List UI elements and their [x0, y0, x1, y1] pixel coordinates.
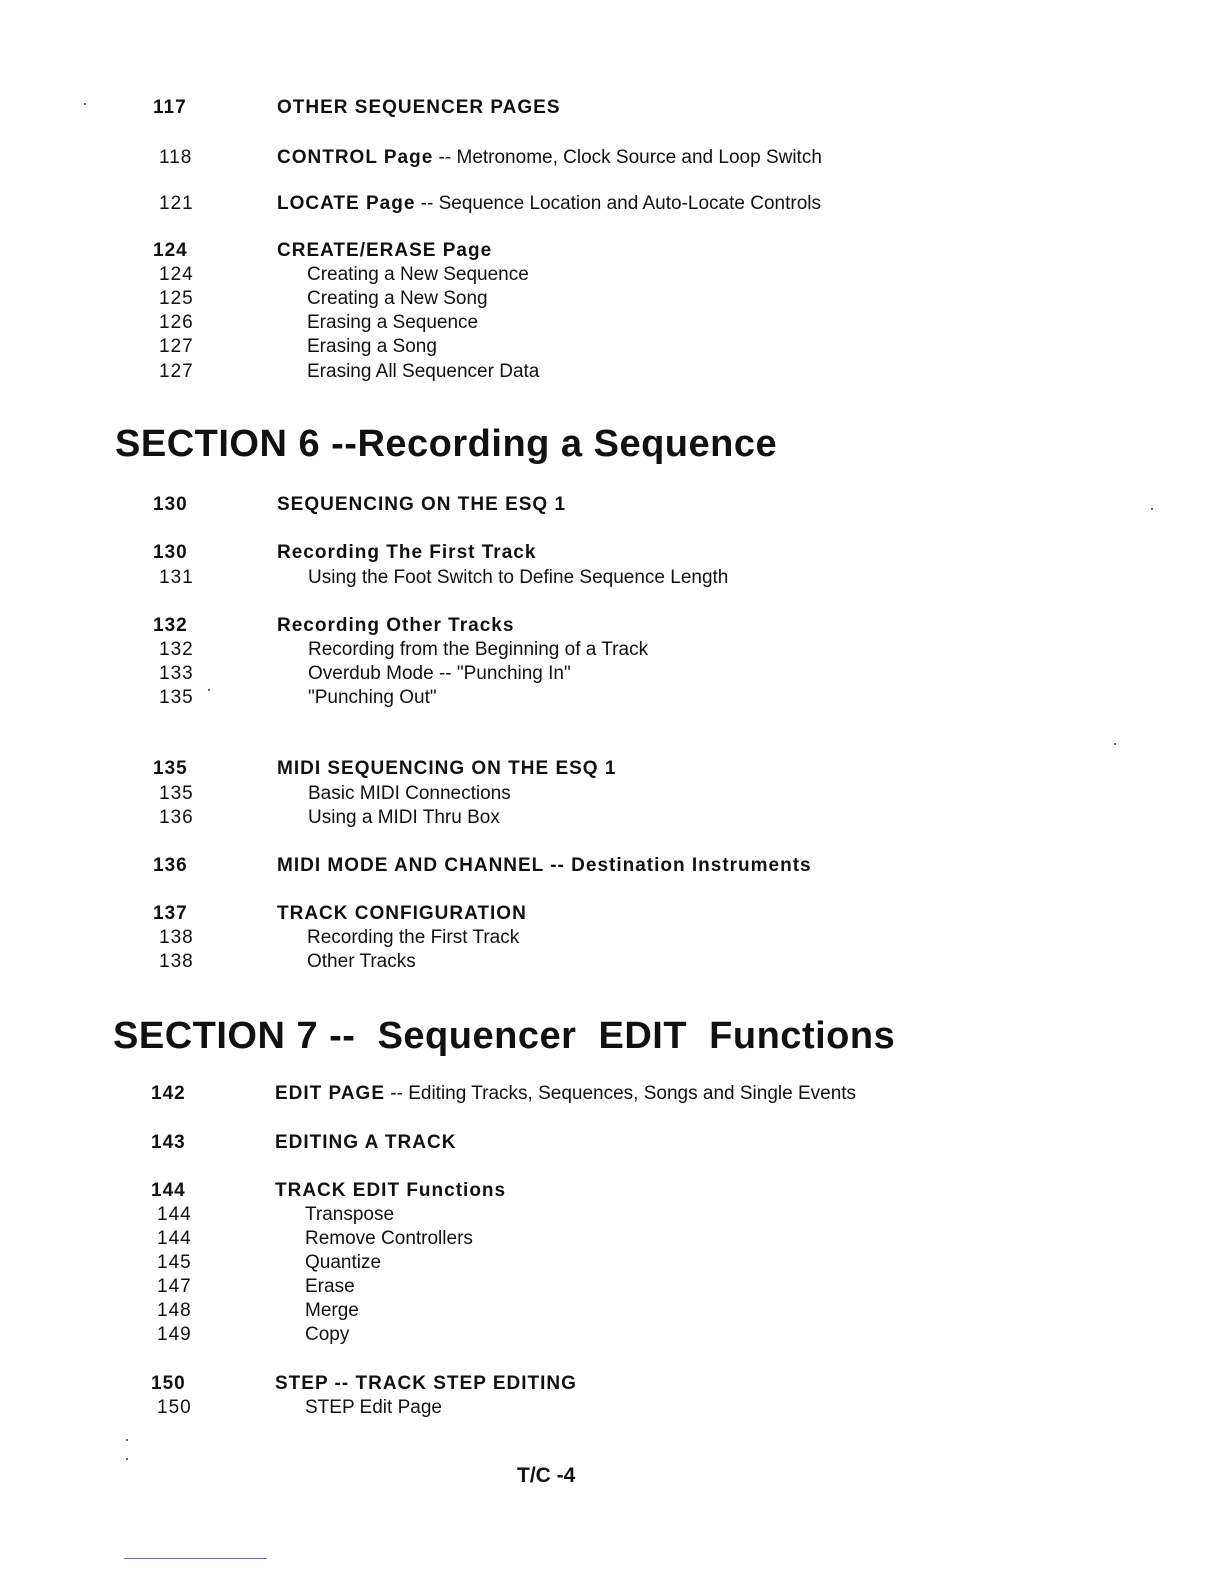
scan-speck: [1151, 508, 1153, 510]
toc-entry: [0, 96, 1224, 120]
entry-heading: MIDI MODE AND CHANNEL -- Destination Instruments: [277, 855, 812, 876]
toc-subentry: [0, 686, 1224, 710]
entry-heading: EDITING A TRACK: [275, 1132, 457, 1153]
entry-text: Creating a New Sequence: [307, 264, 529, 285]
scan-speck: [208, 689, 210, 691]
page-number: 131: [159, 567, 194, 588]
toc-entry: [0, 493, 1224, 517]
bottom-rule: [124, 1558, 267, 1559]
page-number: 117: [153, 97, 187, 118]
entry-text: Erasing a Sequence: [307, 312, 479, 333]
page-number: 127: [159, 361, 194, 382]
toc-entry: [0, 902, 1224, 926]
toc-entry: [0, 541, 1224, 565]
toc-subentry: [0, 263, 1224, 287]
entry-text: Using a MIDI Thru Box: [308, 807, 500, 828]
page-number: 132: [159, 639, 194, 660]
toc-subentry: [0, 1251, 1224, 1275]
entry-text: Recording the First Track: [307, 927, 520, 948]
entry-heading: CREATE/ERASE Page: [277, 240, 493, 261]
entry-text: Erasing All Sequencer Data: [307, 361, 540, 382]
section-heading: SECTION 7 -- Sequencer EDIT Functions: [113, 1015, 896, 1057]
toc-entry: [0, 146, 1224, 170]
entry-heading: OTHER SEQUENCER PAGES: [277, 97, 561, 118]
entry-heading: Recording The First Track: [277, 542, 537, 563]
toc-entry: [0, 1131, 1224, 1155]
entry-text: Using the Foot Switch to Define Sequence Length: [308, 567, 729, 588]
page-number: 144: [151, 1180, 186, 1201]
page-number: 133: [159, 663, 194, 684]
toc-subentry: [0, 1203, 1224, 1227]
entry-text: Other Tracks: [307, 951, 416, 972]
toc-subentry: [0, 1275, 1224, 1299]
page-number: 145: [157, 1252, 192, 1273]
entry-text: "Punching Out": [308, 687, 437, 708]
page-number: 135: [153, 758, 188, 779]
toc-subentry: [0, 950, 1224, 974]
page-number: 126: [159, 312, 194, 333]
entry-text: Recording from the Beginning of a Track: [308, 639, 649, 660]
entry-text: STEP Edit Page: [305, 1397, 442, 1418]
entry-text: Overdub Mode -- "Punching In": [308, 663, 571, 684]
page-number: 138: [159, 951, 194, 972]
toc-subentry: [0, 360, 1224, 384]
page-number: 127: [159, 336, 194, 357]
toc-subentry: [0, 1227, 1224, 1251]
toc-subentry: [0, 806, 1224, 830]
page-number: 136: [159, 807, 194, 828]
scan-speck: [126, 1439, 128, 1441]
toc-subentry: [0, 1323, 1224, 1347]
section-heading: SECTION 6 --Recording a Sequence: [115, 423, 778, 465]
entry-heading: SEQUENCING ON THE ESQ 1: [277, 494, 567, 515]
page-number: 124: [159, 264, 194, 285]
toc-subentry: [0, 1396, 1224, 1420]
entry-text: Merge: [305, 1300, 359, 1321]
entry-heading: TRACK EDIT Functions: [275, 1180, 507, 1201]
page-number: 130: [153, 542, 188, 563]
toc-subentry: [0, 566, 1224, 590]
toc-subentry: [0, 287, 1224, 311]
entry-text: Basic MIDI Connections: [308, 783, 511, 804]
toc-subentry: [0, 926, 1224, 950]
toc-subentry: [0, 782, 1224, 806]
page-number: 142: [151, 1083, 186, 1104]
page-number: 147: [157, 1276, 192, 1297]
toc-subentry: [0, 311, 1224, 335]
page-number: 135: [159, 783, 194, 804]
entry-text: Erasing a Song: [307, 336, 437, 357]
page-number: 144: [157, 1228, 192, 1249]
entry-heading: STEP -- TRACK STEP EDITING: [275, 1373, 577, 1394]
toc-subentry: [0, 638, 1224, 662]
entry-text: Quantize: [305, 1252, 382, 1273]
page-number: 149: [157, 1324, 192, 1345]
entry-heading: TRACK CONFIGURATION: [277, 903, 527, 924]
toc-entry: [0, 1082, 1224, 1106]
toc-subentry: [0, 335, 1224, 359]
page-footer: T/C -4: [517, 1464, 576, 1487]
entry-heading: EDIT PAGE -- Editing Tracks, Sequences, Songs and Single Events: [275, 1083, 857, 1104]
page-number: 138: [159, 927, 194, 948]
entry-heading: CONTROL Page -- Metronome, Clock Source and Loop Switch: [277, 147, 822, 168]
page-number: 143: [151, 1132, 186, 1153]
scan-speck: [1114, 743, 1116, 745]
scan-speck: [126, 1458, 128, 1460]
toc-entry: [0, 239, 1224, 263]
toc-entry: [0, 854, 1224, 878]
toc-entry: [0, 757, 1224, 781]
entry-text: Copy: [305, 1324, 350, 1345]
page-number: 136: [153, 855, 188, 876]
entry-text: Erase: [305, 1276, 355, 1297]
page-number: 121: [159, 193, 194, 214]
page-number: 137: [153, 903, 188, 924]
page-number: 130: [153, 494, 188, 515]
toc-entry: [0, 192, 1224, 216]
toc-entry: [0, 614, 1224, 638]
toc-subentry: [0, 662, 1224, 686]
entry-heading: Recording Other Tracks: [277, 615, 515, 636]
entry-heading: MIDI SEQUENCING ON THE ESQ 1: [277, 758, 617, 779]
toc-subentry: [0, 1299, 1224, 1323]
page-number: 118: [159, 147, 193, 168]
page-number: 150: [151, 1373, 186, 1394]
toc-entry: [0, 1372, 1224, 1396]
entry-text: Creating a New Song: [307, 288, 488, 309]
page-number: 125: [159, 288, 194, 309]
page-number: 124: [153, 240, 188, 261]
entry-text: Remove Controllers: [305, 1228, 473, 1249]
entry-heading: LOCATE Page -- Sequence Location and Auto-Locate Controls: [277, 193, 821, 214]
page-number: 135: [159, 687, 194, 708]
page-number: 150: [157, 1397, 192, 1418]
page-number: 132: [153, 615, 188, 636]
page-number: 148: [157, 1300, 192, 1321]
page-number: 144: [157, 1204, 192, 1225]
toc-entry: [0, 1179, 1224, 1203]
entry-text: Transpose: [305, 1204, 395, 1225]
scan-speck: [84, 103, 86, 105]
